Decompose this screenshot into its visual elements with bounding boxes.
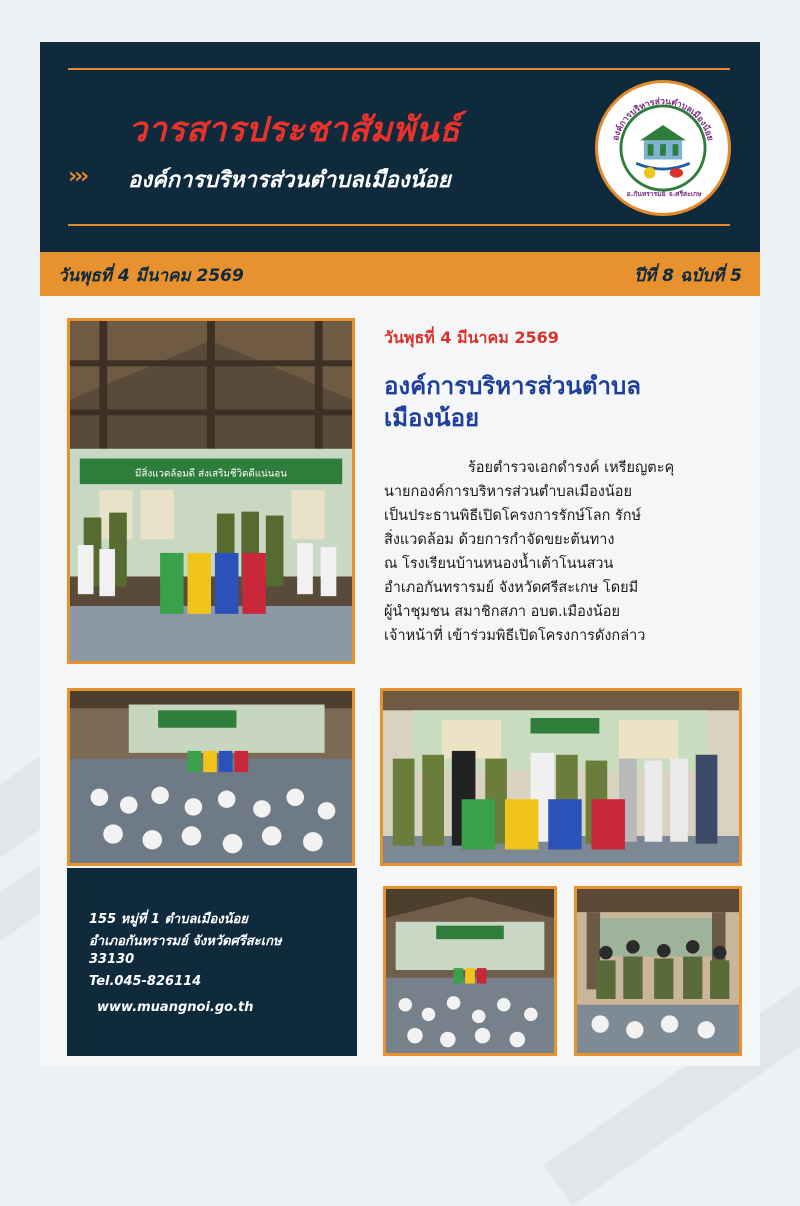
photo-banner-text: มีสิ่งแวดล้อมดี ส่งเสริมชีวิตดีแน่นอน [135,468,287,480]
photo-officials-with-bins [380,688,742,866]
article-heading-line: เมืองน้อย [384,404,480,432]
issue-date-bar [40,252,760,296]
logo-ring-left-text: อ.กันทรารมย์ [626,189,666,198]
article-body [384,456,734,648]
logo-ring-right-text: จ.ศรีสะเกษ [668,189,702,198]
contact-box [67,868,357,1056]
photo-group-with-bins [67,318,355,664]
contact-telephone: Tel.045-826114 [89,974,202,989]
article-body-line: นายกองค์การบริหารส่วนตำบลเมืองน้อย [384,484,632,500]
photo-students-seated [67,688,355,866]
contact-address-line2: อำเภอกันทรารมย์ จังหวัดศรีสะเกษ [89,934,282,949]
organization-logo [595,80,731,216]
organization-name: องค์การบริหารส่วนตำบลเมืองน้อย [128,168,451,193]
article-body-line: สิ่งแวดล้อม ด้วยการกำจัดขยะต้นทาง [384,532,615,548]
photo-speaker-students [383,886,557,1056]
article-body-line: ณ โรงเรียนบ้านหนองน้ำเต้าโนนสวน [384,556,614,572]
article-body-line: อำเภอกันทรารมย์ จังหวัดศรีสะเกษ โดยมี [384,580,639,596]
article-date: วันพุธที่ 4 มีนาคม 2569 [384,328,559,347]
article-body-line: ร้อยตำรวจเอกดำรงค์ เหรียญตะคุ [468,460,675,476]
article-body-line: เป็นประธานพิธีเปิดโครงการรักษ์โลก รักษ์ [384,508,642,524]
contact-postcode: 33130 [89,952,135,967]
masthead-bottom-rule [68,224,730,226]
article-body-line: เจ้าหน้าที่ เข้าร่วมพิธีเปิดโครงการดังกล่าว [384,628,646,644]
masthead-top-rule [68,68,730,70]
contact-website: www.muangnoi.go.th [97,1000,254,1015]
issue-number: ปีที่ 8 ฉบับที่ 5 [634,266,742,286]
logo-ring-top-text: องค์การบริหารส่วนตำบลเมืองน้อย [611,97,715,142]
photo-audience-seated [574,886,742,1056]
article-heading-line: องค์การบริหารส่วนตำบล [384,372,641,400]
article-body-line: ผู้นำชุมชน สมาชิกสภา อบต.เมืองน้อย [384,604,621,620]
masthead [40,42,760,252]
issue-date: วันพุธที่ 4 มีนาคม 2569 [58,266,244,286]
journal-title: วารสารประชาสัมพันธ์ [128,110,461,150]
chevron-arrows-icon: ››› [68,164,87,189]
contact-address-line1: 155 หมู่ที่ 1 ตำบลเมืองน้อย [89,912,248,927]
article-heading [384,370,734,434]
